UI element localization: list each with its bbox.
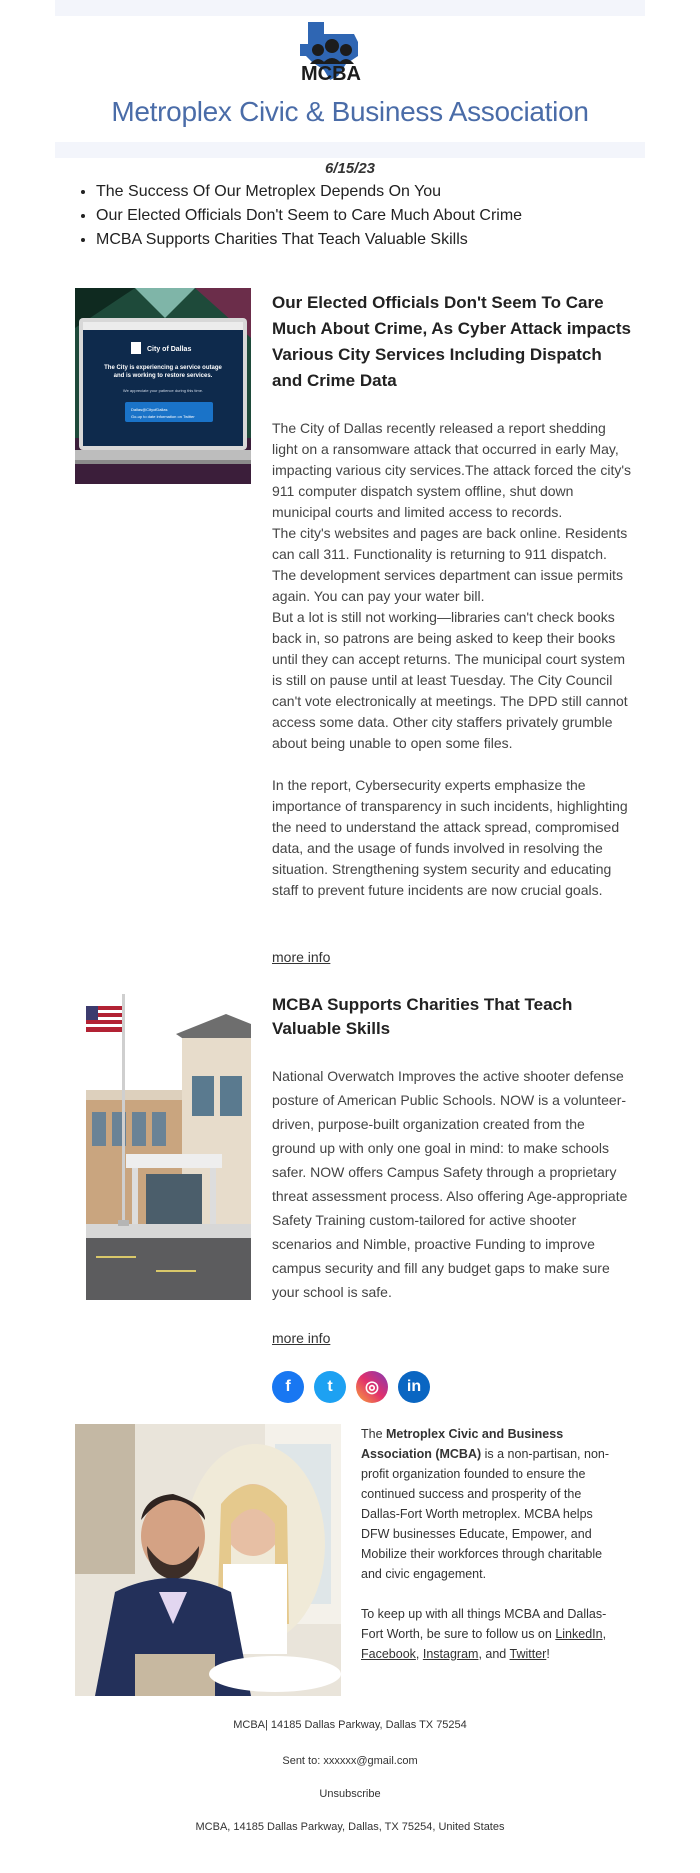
article1-body bbox=[272, 418, 632, 901]
image-headline: The City is experiencing a service outage and is working to restore services. bbox=[104, 365, 222, 379]
article1-paragraph: The city's websites and pages are back online. Residents can call 311. Functionality is returning to 911 dispatch. The development services department can issue permits again. You can pay your water bill. bbox=[272, 525, 628, 604]
facebook-link[interactable]: Facebook bbox=[361, 1647, 416, 1661]
school-flag-image bbox=[86, 994, 251, 1300]
issue-date: 6/15/23 bbox=[324, 160, 376, 177]
footer-address-full: MCBA, 14185 Dallas Parkway, Dallas, TX 75254, United States bbox=[195, 1821, 505, 1833]
footer-sent-to: Sent to: xxxxxx@gmail.com bbox=[282, 1755, 418, 1767]
org-name-banner: Metroplex Civic & Business Association bbox=[111, 96, 589, 127]
toc-item: • Our Elected Officials Don't Seem to Care Much About Crime bbox=[96, 204, 656, 228]
article1-paragraph: In the report, Cybersecurity experts emphasize the importance of transparency in such incidents, highlighting the need to understand the attack spread, compromised data, and the usage of funds involved in resolving the situation. Strengthening system security and educating staff to prevent future incidents are now crucial goals. bbox=[272, 777, 628, 898]
mcba-members-photo bbox=[75, 1424, 341, 1696]
article2-more-info-link[interactable]: more info bbox=[272, 1330, 331, 1346]
header-top-strip bbox=[55, 0, 645, 16]
follow-text: To keep up with all things MCBA and Dallas-Fort Worth, be sure to follow us on bbox=[361, 1607, 607, 1641]
article2-title: MCBA Supports Charities That Teach Valuable Skills bbox=[272, 995, 573, 1038]
toc-item: • MCBA Supports Charities That Teach Valuable Skills bbox=[96, 228, 656, 252]
image-subtext: We appreciate your patience during this time. bbox=[122, 388, 204, 393]
article1-title: Our Elected Officials Don't Seem To Care Much About Crime, As Cyber Attack impacts Various City Services Including Dispatch and Crime Data bbox=[272, 293, 631, 390]
article1-more-info-link[interactable]: more info bbox=[272, 949, 331, 965]
footer-address: MCBA| 14185 Dallas Parkway, Dallas TX 75254 bbox=[233, 1719, 467, 1731]
cyber-attack-image bbox=[75, 288, 251, 484]
linkedin-link[interactable]: LinkedIn bbox=[555, 1627, 603, 1641]
facebook-icon[interactable]: f bbox=[272, 1371, 304, 1403]
article2-body bbox=[272, 1064, 632, 1304]
table-of-contents bbox=[76, 180, 656, 252]
article1-paragraph: The City of Dallas recently released a report shedding light on a ransomware attack that occurred in early May, impacting various city services.The attack forced the city's 911 computer dispatch system offline, shut down municipal courts and limited access to records. bbox=[272, 420, 632, 520]
twitter-icon[interactable]: t bbox=[314, 1371, 346, 1403]
follow-text: ! bbox=[546, 1647, 550, 1661]
header-bottom-strip bbox=[55, 142, 645, 158]
instagram-icon[interactable]: ◎ bbox=[356, 1371, 388, 1403]
article1-paragraph: But a lot is still not working—libraries can't check books back in, so patrons are being asked to keep their books until they can accept returns. The municipal court system is still on pause until at least Tuesday. The City Council can't vote electronically at meetings. The DPD still cannot access some data. Other city staffers privately grumble about being unable to open some files. bbox=[272, 609, 628, 751]
linkedin-icon[interactable]: in bbox=[398, 1371, 430, 1403]
article2-paragraph: National Overwatch Improves the active shooter defense posture of American Public Schools. NOW is a volunteer-driven, purpose-built organization created from the ground up with only one goal in mind: to make schools safer. NOW offers Campus Safety through a proprietary threat assessment process. Also offering Age-appropriate Safety Training custom-tailored for active shooter scenarios and Nimble, proactive Funding to improve campus security and fill any budget gaps to make sure your school is safe. bbox=[272, 1068, 628, 1300]
toc-item: • The Success Of Our Metroplex Depends On You bbox=[96, 180, 656, 204]
about-text: is a non-partisan, non-profit organization founded to ensure the continued success and prosperity of the Dallas-Fort Worth metroplex. MCBA helps DFW businesses Educate, Empower, and Mobilize their workforces through charitable and civic engagement. bbox=[361, 1447, 610, 1581]
image-button-line2: Go-up to date information on Twitter bbox=[131, 414, 195, 419]
image-button-line1: Dallas@CityofDallas bbox=[131, 407, 168, 412]
image-site-title: City of Dallas bbox=[147, 346, 192, 353]
about-text: The bbox=[361, 1427, 387, 1441]
mcba-logo bbox=[266, 20, 396, 84]
twitter-link[interactable]: Twitter bbox=[509, 1647, 547, 1661]
follow-text: , bbox=[602, 1627, 607, 1641]
instagram-link[interactable]: Instagram bbox=[422, 1647, 479, 1661]
follow-text: , bbox=[415, 1647, 423, 1661]
about-org-name: Metroplex Civic and Business Association (MCBA) bbox=[361, 1427, 564, 1461]
logo-text: MCBA bbox=[301, 63, 361, 84]
about-mcba bbox=[361, 1424, 623, 1664]
unsubscribe-link[interactable]: Unsubscribe bbox=[319, 1788, 381, 1800]
follow-text: , and bbox=[478, 1647, 510, 1661]
